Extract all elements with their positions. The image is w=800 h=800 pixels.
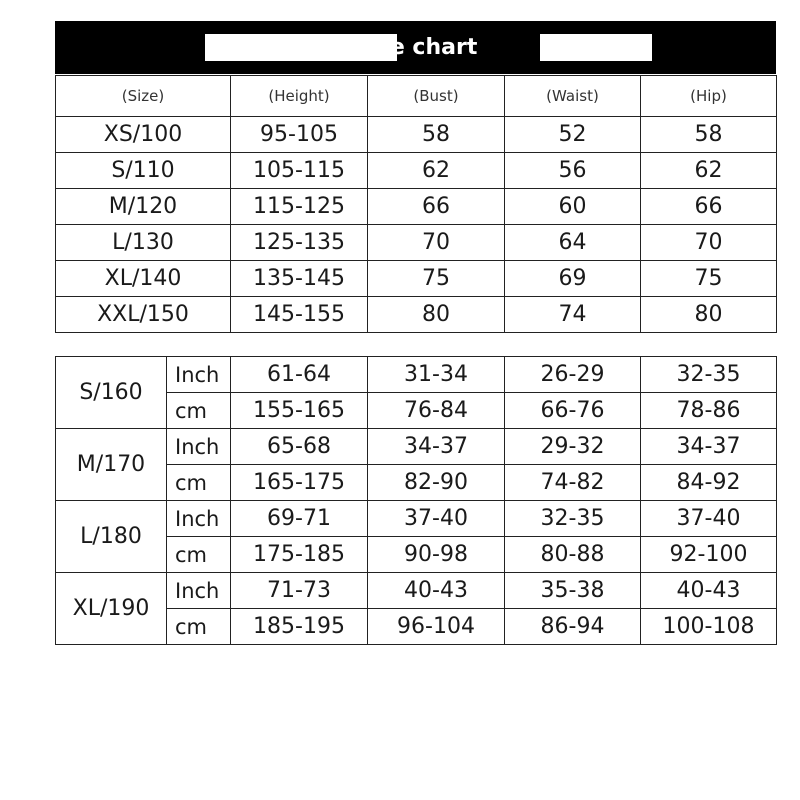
cell-hip: 37-40 — [641, 501, 777, 537]
size-chart-title-bar — [55, 21, 776, 74]
cell-bust: 31-34 — [368, 357, 505, 393]
cell-hip: 100-108 — [641, 609, 777, 645]
table-row — [56, 189, 777, 225]
page-title: Size chart — [353, 35, 478, 60]
cell-bust: 90-98 — [368, 537, 505, 573]
cell-size: L/180 — [56, 501, 167, 573]
cell-unit: Inch — [167, 357, 231, 393]
table-row — [56, 573, 777, 609]
cell-bust: 80 — [368, 297, 505, 333]
cell-bust: 96-104 — [368, 609, 505, 645]
cell-size: S/160 — [56, 357, 167, 429]
cell-unit: Inch — [167, 573, 231, 609]
header-size: (Size) — [56, 76, 231, 117]
cell-height: 125-135 — [231, 225, 368, 261]
cell-hip: 62 — [641, 153, 777, 189]
cell-hip: 32-35 — [641, 357, 777, 393]
cell-waist: 29-32 — [505, 429, 641, 465]
cell-height: 145-155 — [231, 297, 368, 333]
table-row — [56, 429, 777, 465]
table-row — [56, 225, 777, 261]
cell-unit: Inch — [167, 501, 231, 537]
cell-unit: cm — [167, 537, 231, 573]
cell-waist: 80-88 — [505, 537, 641, 573]
cell-bust: 40-43 — [368, 573, 505, 609]
redacted-block-right — [540, 34, 652, 61]
cell-waist: 74-82 — [505, 465, 641, 501]
table-row — [56, 501, 777, 537]
cell-waist: 69 — [505, 261, 641, 297]
cell-hip: 78-86 — [641, 393, 777, 429]
cell-height: 65-68 — [231, 429, 368, 465]
cell-height: 165-175 — [231, 465, 368, 501]
size-table-adults — [55, 356, 777, 645]
cell-bust: 66 — [368, 189, 505, 225]
cell-unit: cm — [167, 465, 231, 501]
cell-waist: 86-94 — [505, 609, 641, 645]
cell-height: 115-125 — [231, 189, 368, 225]
cell-hip: 40-43 — [641, 573, 777, 609]
header-height: (Height) — [231, 76, 368, 117]
header-hip: (Hip) — [641, 76, 777, 117]
cell-bust: 75 — [368, 261, 505, 297]
cell-size: XS/100 — [56, 117, 231, 153]
cell-height: 105-115 — [231, 153, 368, 189]
header-waist: (Waist) — [505, 76, 641, 117]
cell-bust: 70 — [368, 225, 505, 261]
cell-bust: 37-40 — [368, 501, 505, 537]
cell-hip: 34-37 — [641, 429, 777, 465]
cell-size: XL/140 — [56, 261, 231, 297]
cell-waist: 74 — [505, 297, 641, 333]
cell-unit: Inch — [167, 429, 231, 465]
cell-waist: 52 — [505, 117, 641, 153]
cell-size: M/120 — [56, 189, 231, 225]
cell-waist: 66-76 — [505, 393, 641, 429]
cell-bust: 62 — [368, 153, 505, 189]
cell-size: XXL/150 — [56, 297, 231, 333]
cell-size: L/130 — [56, 225, 231, 261]
table-row — [56, 297, 777, 333]
cell-height: 185-195 — [231, 609, 368, 645]
cell-waist: 26-29 — [505, 357, 641, 393]
cell-unit: cm — [167, 393, 231, 429]
cell-hip: 66 — [641, 189, 777, 225]
table-row — [56, 153, 777, 189]
cell-size: S/110 — [56, 153, 231, 189]
cell-size: M/170 — [56, 429, 167, 501]
cell-waist: 64 — [505, 225, 641, 261]
table-row — [56, 261, 777, 297]
cell-height: 71-73 — [231, 573, 368, 609]
header-bust: (Bust) — [368, 76, 505, 117]
cell-waist: 60 — [505, 189, 641, 225]
cell-height: 155-165 — [231, 393, 368, 429]
cell-height: 175-185 — [231, 537, 368, 573]
cell-bust: 34-37 — [368, 429, 505, 465]
table-header-row — [56, 76, 777, 117]
table-row — [56, 117, 777, 153]
cell-hip: 92-100 — [641, 537, 777, 573]
cell-hip: 58 — [641, 117, 777, 153]
cell-bust: 76-84 — [368, 393, 505, 429]
cell-waist: 56 — [505, 153, 641, 189]
size-table-children — [55, 75, 777, 333]
cell-unit: cm — [167, 609, 231, 645]
table-row — [56, 357, 777, 393]
cell-size: XL/190 — [56, 573, 167, 645]
cell-hip: 80 — [641, 297, 777, 333]
cell-bust: 82-90 — [368, 465, 505, 501]
cell-height: 69-71 — [231, 501, 368, 537]
cell-height: 95-105 — [231, 117, 368, 153]
cell-height: 61-64 — [231, 357, 368, 393]
cell-hip: 70 — [641, 225, 777, 261]
cell-hip: 84-92 — [641, 465, 777, 501]
cell-hip: 75 — [641, 261, 777, 297]
cell-height: 135-145 — [231, 261, 368, 297]
cell-waist: 32-35 — [505, 501, 641, 537]
cell-waist: 35-38 — [505, 573, 641, 609]
cell-bust: 58 — [368, 117, 505, 153]
